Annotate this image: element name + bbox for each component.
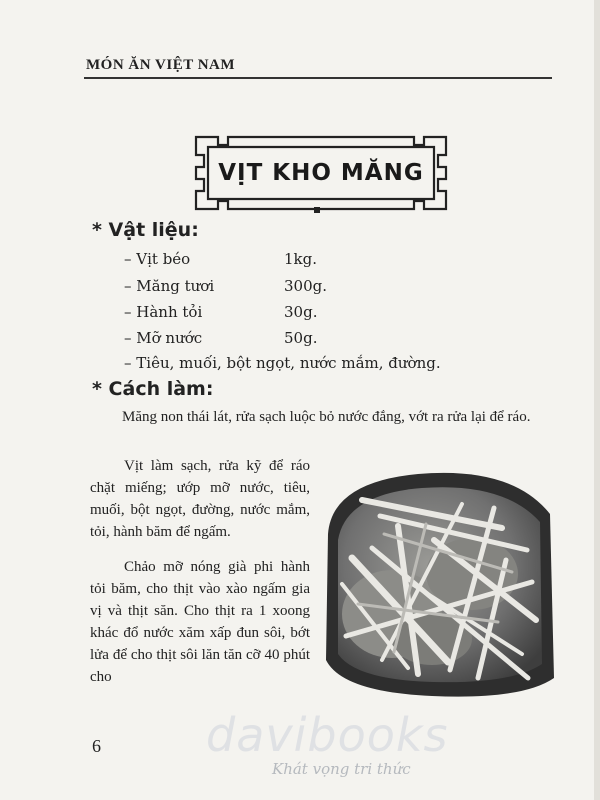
watermark-brand: davibooks [206,708,449,762]
ingredient-name: – Măng tươi [124,277,215,295]
dish-photo [322,464,556,704]
method-paragraph: Măng non thái lát, rửa sạch luộc bỏ nước đắng, vớt ra rửa lại để ráo. [122,409,531,425]
ingredient-name: – Mỡ nước [124,329,203,347]
ingredients-heading: * Vật liệu: [92,219,199,241]
method-paragraph: Chảo mỡ nóng già phi hành tỏi băm, cho thịt vào xào ngấm gia vị và thịt săn. Cho thịt ra 1 xoong khác đổ nước xăm xấp đun sôi, bớt lửa để cho thịt sôi lăn tăn cỡ 40 phút cho [90,559,310,685]
ingredient-quantity: 30g. [284,303,318,321]
running-header: MÓN ĂN VIỆT NAM [86,57,236,73]
ingredient-name: – Tiêu, muối, bột ngọt, nước mắm, đường. [124,354,441,372]
method-paragraph: Vịt làm sạch, rửa kỹ để ráo chặt miếng; ướp mỡ nước, tiêu, muối, bột ngọt, đường, nước mắm, tỏi, hành băm để ngấm. [90,458,310,540]
watermark-slogan: Khát vọng tri thức [272,760,411,778]
page-edge-shadow [594,0,600,800]
header-rule [84,77,552,79]
method-heading: * Cách làm: [92,378,214,400]
ingredient-name: – Hành tỏi [124,303,203,321]
ingredient-quantity: 50g. [284,329,318,347]
ingredient-quantity: 300g. [284,277,328,295]
recipe-title: VỊT KHO MĂNG [218,160,424,186]
ingredient-name: – Vịt béo [124,250,191,268]
ingredient-quantity: 1kg. [284,250,318,268]
page-number: 6 [92,736,101,756]
